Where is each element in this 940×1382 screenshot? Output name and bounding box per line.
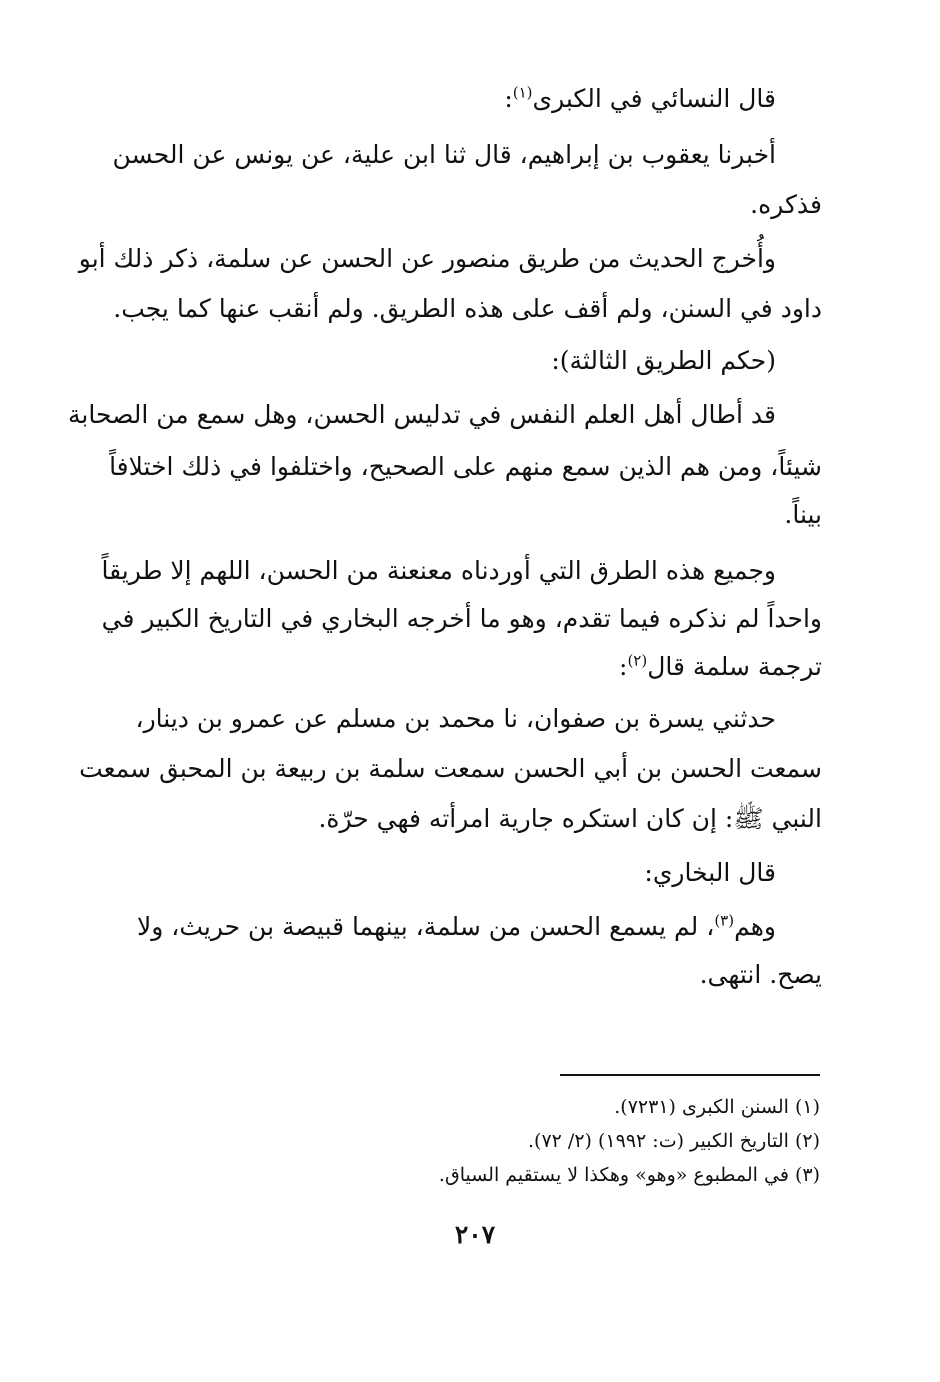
footnote-text: (٢) التاريخ الكبير (ت: ١٩٩٢) (٢/ ٧٢).: [528, 1130, 820, 1152]
text-line: [101, 602, 822, 636]
line-text: قال النسائي في الكبرى: [532, 84, 776, 113]
text-line: [128, 498, 822, 532]
text-line: [113, 292, 822, 326]
book-page: [67, 70, 822, 1310]
text-line: [109, 450, 822, 484]
line-text-end: ، لم يسمع الحسن من سلمة، بينهما قبيصة بن حريث، ولا: [136, 912, 715, 941]
text-line: [67, 398, 776, 432]
text-line: [128, 82, 776, 116]
line-text: شيئاً، ومن هم الذين سمع منهم على الصحيح، واختلفوا في ذلك اختلافاً: [109, 452, 822, 481]
text-line: [128, 702, 776, 736]
line-text: النبي ﷺ: إن كان استكره جارية امرأته فهي حرّة.: [318, 804, 822, 833]
line-text: وهم: [734, 912, 776, 941]
line-text: بيناً.: [784, 500, 822, 529]
footnote: [128, 1162, 820, 1188]
page-number: ٢٠٧: [454, 1220, 496, 1249]
section-heading: [128, 344, 776, 378]
line-text: حدثني يسرة بن صفوان، نا محمد بن مسلم عن عمرو بن دينار،: [135, 704, 776, 733]
line-text: وأُخرج الحديث من طريق منصور عن الحسن عن سلمة، ذكر ذلك أبو: [78, 244, 776, 273]
text-line: [128, 802, 822, 836]
footnote: [128, 1094, 820, 1120]
line-text: يصح. انتهى.: [699, 960, 822, 989]
text-line: [128, 188, 822, 222]
footnote-marker: (٢): [627, 651, 648, 670]
line-text: سمعت الحسن بن أبي الحسن سمعت سلمة بن ربيعة بن المحبق سمعت: [79, 754, 822, 783]
line-text: فذكره.: [750, 190, 822, 219]
text-line: [128, 910, 776, 944]
line-text: داود في السنن، ولم أقف على هذه الطريق. ولم أنقب عنها كما يجب.: [113, 294, 822, 323]
line-text: قال البخاري:: [644, 858, 776, 887]
text-line: [101, 554, 776, 588]
line-text: واحداً لم نذكره فيما تقدم، وهو ما أخرجه البخاري في التاريخ الكبير في: [101, 604, 822, 633]
text-line: [112, 138, 776, 172]
text-line: [128, 856, 776, 890]
text-line: [78, 242, 776, 276]
line-text-end: :: [619, 652, 628, 681]
text-line: [79, 752, 822, 786]
line-text: أخبرنا يعقوب بن إبراهيم، قال ثنا ابن علية، عن يونس عن الحسن: [112, 140, 776, 169]
footnote-divider: [560, 1074, 820, 1076]
line-text: وجميع هذه الطرق التي أوردناه معنعنة من الحسن، اللهم إلا طريقاً: [101, 556, 776, 585]
line-text: (حكم الطريق الثالثة):: [551, 346, 776, 375]
line-text: قد أطال أهل العلم النفس في تدليس الحسن، وهل سمع من الصحابة: [67, 400, 776, 429]
text-line: [128, 958, 822, 992]
text-line: [128, 650, 822, 684]
footnote-marker: (٣): [714, 911, 735, 930]
footnote: [128, 1128, 820, 1154]
footnote-text: (١) السنن الكبرى (٧٢٣١).: [614, 1096, 820, 1118]
footnote-marker: (١): [512, 83, 533, 102]
line-text-end: :: [504, 84, 513, 113]
footnote-text: (٣) في المطبوع «وهو» وهكذا لا يستقيم السياق.: [438, 1164, 820, 1186]
line-text: ترجمة سلمة قال: [647, 652, 822, 681]
